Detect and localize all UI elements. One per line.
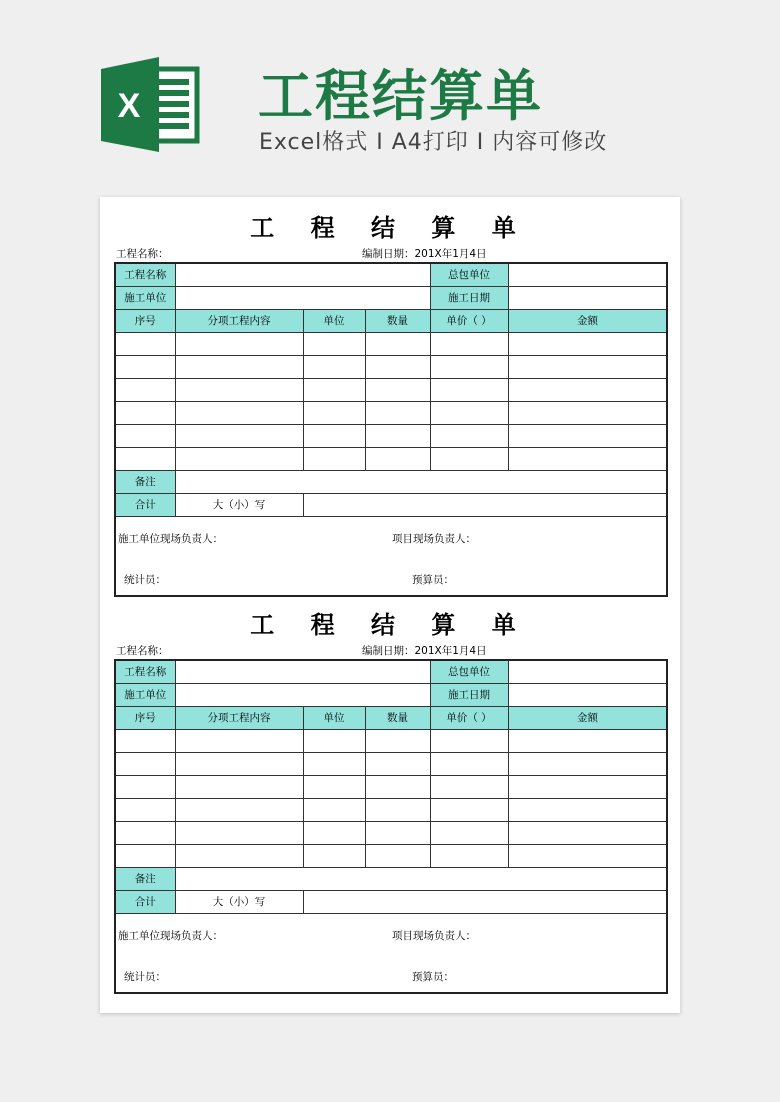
signature-block — [115, 516, 667, 596]
input-cell[interactable] — [365, 752, 430, 775]
input-cell[interactable] — [115, 752, 175, 775]
input-cell[interactable] — [303, 401, 365, 424]
input-cell[interactable] — [303, 844, 365, 867]
settlement-form — [114, 210, 666, 597]
remark-cell[interactable] — [175, 867, 667, 890]
input-cell[interactable] — [115, 775, 175, 798]
input-cell[interactable] — [508, 424, 667, 447]
banner-title: 工程结算单 — [258, 64, 544, 128]
info-label: 施工单位 — [115, 683, 175, 706]
input-cell[interactable] — [303, 775, 365, 798]
info-label: 施工单位 — [115, 286, 175, 309]
input-cell[interactable] — [365, 355, 430, 378]
input-cell[interactable] — [508, 844, 667, 867]
column-header: 金额 — [508, 706, 667, 729]
table-row — [115, 424, 667, 447]
input-cell[interactable] — [175, 355, 303, 378]
total-cell[interactable] — [303, 493, 667, 516]
info-label: 施工日期 — [430, 286, 508, 309]
input-cell[interactable] — [430, 424, 508, 447]
input-cell[interactable] — [175, 729, 303, 752]
input-cell[interactable] — [430, 798, 508, 821]
input-cell[interactable] — [508, 447, 667, 470]
column-header: 分项工程内容 — [175, 309, 303, 332]
project-name-label: 工程名称： — [116, 645, 169, 657]
table-row — [115, 729, 667, 752]
project-name-label: 工程名称： — [116, 248, 169, 260]
input-cell[interactable] — [303, 332, 365, 355]
input-cell[interactable] — [508, 401, 667, 424]
table-row — [115, 332, 667, 355]
amount-words-label: 大（小）写 — [175, 493, 303, 516]
input-cell[interactable] — [508, 332, 667, 355]
column-header: 单价（ ） — [430, 309, 508, 332]
input-cell[interactable] — [365, 775, 430, 798]
input-cell[interactable] — [115, 424, 175, 447]
table-row — [115, 447, 667, 470]
total-label: 合计 — [115, 493, 175, 516]
column-header: 金额 — [508, 309, 667, 332]
banner-subtitle: Excel格式 I A4打印 I 内容可修改 — [259, 130, 608, 155]
form-title: 工 程 结 算 单 — [250, 611, 530, 639]
input-cell[interactable] — [175, 821, 303, 844]
info-label: 工程名称 — [115, 660, 175, 683]
table-row — [115, 355, 667, 378]
site-manager-signature: 施工单位现场负责人： — [118, 532, 223, 545]
input-cell[interactable] — [175, 844, 303, 867]
settlement-table — [114, 659, 668, 994]
input-cell[interactable] — [303, 378, 365, 401]
input-cell[interactable] — [508, 775, 667, 798]
input-cell[interactable] — [175, 378, 303, 401]
input-cell[interactable] — [430, 401, 508, 424]
table-row — [115, 775, 667, 798]
input-cell[interactable] — [508, 798, 667, 821]
table-row — [115, 378, 667, 401]
column-header: 序号 — [115, 706, 175, 729]
input-cell[interactable] — [508, 729, 667, 752]
table-row — [115, 798, 667, 821]
input-cell[interactable] — [115, 447, 175, 470]
input-cell[interactable] — [365, 424, 430, 447]
table-row — [115, 752, 667, 775]
contractor-cell[interactable] — [508, 660, 667, 683]
input-cell[interactable] — [175, 332, 303, 355]
excel-logo-icon — [101, 57, 201, 152]
input-cell[interactable] — [175, 447, 303, 470]
input-cell[interactable] — [115, 401, 175, 424]
input-cell[interactable] — [365, 378, 430, 401]
date-label: 编制日期：201X年1月4日 — [362, 248, 487, 260]
date-label: 编制日期：201X年1月4日 — [362, 645, 487, 657]
signature-block — [115, 913, 667, 993]
input-cell[interactable] — [175, 798, 303, 821]
settlement-table — [114, 262, 668, 597]
input-cell[interactable] — [508, 378, 667, 401]
input-cell[interactable] — [303, 447, 365, 470]
input-cell[interactable] — [365, 447, 430, 470]
remark-label: 备注 — [115, 470, 175, 493]
project-name-cell[interactable] — [175, 660, 430, 683]
settlement-form — [114, 607, 666, 994]
input-cell[interactable] — [365, 401, 430, 424]
form-title: 工 程 结 算 单 — [250, 214, 530, 242]
input-cell[interactable] — [430, 332, 508, 355]
input-cell[interactable] — [303, 798, 365, 821]
project-name-cell[interactable] — [175, 263, 430, 286]
input-cell[interactable] — [508, 752, 667, 775]
input-cell[interactable] — [175, 424, 303, 447]
input-cell[interactable] — [365, 729, 430, 752]
column-header: 序号 — [115, 309, 175, 332]
input-cell[interactable] — [175, 752, 303, 775]
input-cell[interactable] — [430, 378, 508, 401]
input-cell[interactable] — [115, 798, 175, 821]
info-label: 总包单位 — [430, 263, 508, 286]
table-row — [115, 844, 667, 867]
input-cell[interactable] — [365, 798, 430, 821]
input-cell[interactable] — [430, 844, 508, 867]
amount-words-label: 大（小）写 — [175, 890, 303, 913]
input-cell[interactable] — [430, 821, 508, 844]
input-cell[interactable] — [365, 332, 430, 355]
remark-label: 备注 — [115, 867, 175, 890]
site-manager-signature: 施工单位现场负责人： — [118, 929, 223, 942]
input-cell[interactable] — [115, 332, 175, 355]
info-label: 施工日期 — [430, 683, 508, 706]
table-row — [115, 401, 667, 424]
total-cell[interactable] — [303, 890, 667, 913]
construction-unit-cell[interactable] — [175, 286, 430, 309]
input-cell[interactable] — [365, 844, 430, 867]
svg-text:X: X — [117, 87, 141, 125]
total-label: 合计 — [115, 890, 175, 913]
input-cell[interactable] — [175, 775, 303, 798]
input-cell[interactable] — [303, 355, 365, 378]
input-cell[interactable] — [365, 821, 430, 844]
column-header: 单位 — [303, 309, 365, 332]
input-cell[interactable] — [430, 729, 508, 752]
input-cell[interactable] — [175, 401, 303, 424]
column-header: 单位 — [303, 706, 365, 729]
statistician-signature: 统计员： — [124, 970, 166, 983]
project-manager-signature: 项目现场负责人： — [392, 532, 476, 545]
input-cell[interactable] — [303, 729, 365, 752]
project-manager-signature: 项目现场负责人： — [392, 929, 476, 942]
input-cell[interactable] — [303, 424, 365, 447]
contractor-cell[interactable] — [508, 263, 667, 286]
input-cell[interactable] — [430, 775, 508, 798]
construction-date-cell[interactable] — [508, 683, 667, 706]
construction-unit-cell[interactable] — [175, 683, 430, 706]
table-row — [115, 821, 667, 844]
paper — [100, 197, 680, 1013]
column-header: 单价（ ） — [430, 706, 508, 729]
info-label: 总包单位 — [430, 660, 508, 683]
input-cell[interactable] — [303, 821, 365, 844]
budgeter-signature: 预算员： — [412, 573, 454, 586]
remark-cell[interactable] — [175, 470, 667, 493]
input-cell[interactable] — [430, 447, 508, 470]
input-cell[interactable] — [303, 752, 365, 775]
input-cell[interactable] — [115, 821, 175, 844]
input-cell[interactable] — [115, 378, 175, 401]
input-cell[interactable] — [508, 355, 667, 378]
statistician-signature: 统计员： — [124, 573, 166, 586]
column-header: 分项工程内容 — [175, 706, 303, 729]
budgeter-signature: 预算员： — [412, 970, 454, 983]
construction-date-cell[interactable] — [508, 286, 667, 309]
input-cell[interactable] — [430, 752, 508, 775]
column-header: 数量 — [365, 706, 430, 729]
input-cell[interactable] — [508, 821, 667, 844]
input-cell[interactable] — [115, 844, 175, 867]
column-header: 数量 — [365, 309, 430, 332]
info-label: 工程名称 — [115, 263, 175, 286]
input-cell[interactable] — [430, 355, 508, 378]
input-cell[interactable] — [115, 355, 175, 378]
input-cell[interactable] — [115, 729, 175, 752]
